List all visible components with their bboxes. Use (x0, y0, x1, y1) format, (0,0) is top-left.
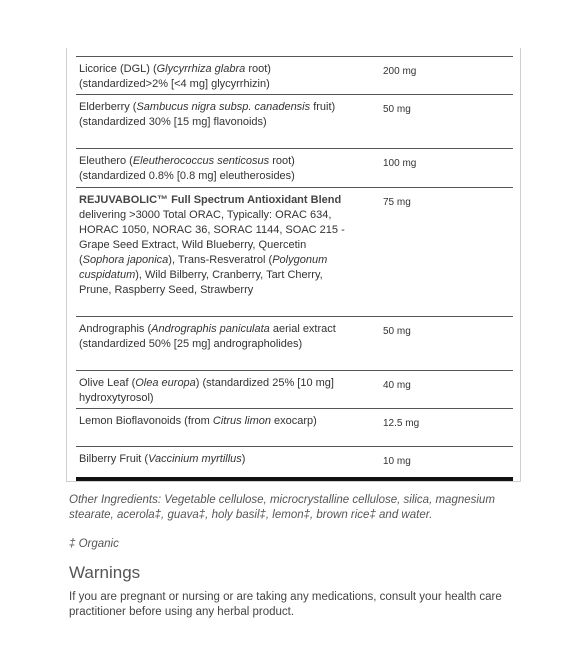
ingredient-amount: 100 mg (383, 158, 417, 169)
ingredient-amount: 75 mg (383, 197, 411, 208)
ingredient-text: ), Trans-Resveratrol ( (168, 254, 273, 266)
ingredient-name (79, 376, 347, 406)
latin-name: Olea europa (135, 377, 196, 389)
table-row (76, 447, 513, 471)
ingredient-name (79, 154, 347, 184)
ingredient-text: delivering >3000 Total ORAC, Typically: ORAC 634, HORAC 1050, NORAC 36, SORAC 1144, SOAC 215 - Grape Seed Extract, Wild Blueberry, Quercetin ( (79, 209, 345, 266)
latin-name: Andrographis paniculata (151, 323, 270, 335)
ingredient-amount: 10 mg (383, 456, 411, 467)
ingredient-text: fruit) (standardized 30% [15 mg] flavonoids) (79, 101, 336, 128)
latin-name: Polygonum cuspidatum (79, 254, 328, 281)
ingredient-text: ) (standardized 25% [10 mg] hydroxytyrosol) (79, 377, 334, 404)
ingredient-name (79, 452, 347, 467)
ingredient-amount: 12.5 mg (383, 418, 420, 429)
ingredient-text: ), Wild Bilberry, Cranberry, Tart Cherry, Prune, Raspberry Seed, Strawberry (79, 269, 323, 296)
table-row (76, 409, 513, 447)
ingredient-text: Lemon Bioflavonoids (from (79, 415, 213, 427)
supplement-facts-panel (66, 48, 521, 482)
ingredient-amount: 200 mg (383, 66, 417, 77)
ingredient-text: Andrographis ( (79, 323, 152, 335)
ingredient-text: Licorice (DGL) ( (79, 63, 157, 75)
ingredient-text: aerial extract (standardized 50% [25 mg] andrographolides) (79, 323, 336, 350)
ingredient-text: root) (standardized 0.8% [0.8 mg] eleutherosides) (79, 155, 295, 182)
ingredients-table (76, 56, 513, 481)
warnings-text: If you are pregnant or nursing or are taking any medications, consult your health care practitioner before using any herbal product. (69, 591, 502, 618)
ingredient-amount: 40 mg (383, 380, 411, 391)
ingredient-name (79, 322, 347, 352)
table-row (76, 57, 513, 95)
latin-name: Sophora japonica (82, 254, 169, 266)
table-row (76, 317, 513, 371)
table-bottom-bar (76, 477, 513, 481)
latin-name: Glycyrrhiza glabra (156, 63, 246, 75)
ingredient-text: ) (241, 453, 246, 465)
ingredient-text: Elderberry ( (79, 101, 137, 113)
ingredient-amount: 50 mg (383, 326, 411, 337)
ingredient-text: exocarp) (270, 415, 317, 427)
ingredient-text: Bilberry Fruit ( (79, 453, 149, 465)
ingredient-text: root) (standardized>2% [<4 mg] glycyrrhizin) (79, 63, 271, 90)
table-row (76, 188, 513, 317)
blend-name: REJUVABOLIC™ Full Spectrum Antioxidant Blend (79, 194, 342, 206)
other-ingredients: Other Ingredients: Vegetable cellulose, microcrystalline cellulose, silica, magnesium stearate, acerola‡, guava‡, holy basil‡, lemon‡, brown rice‡ and water. (69, 494, 495, 521)
ingredient-amount: 50 mg (383, 104, 411, 115)
ingredient-name (79, 100, 347, 130)
organic-note: ‡ Organic (69, 538, 119, 550)
ingredient-text: Olive Leaf ( (79, 377, 136, 389)
latin-name: Vaccinium myrtillus (148, 453, 242, 465)
latin-name: Sambucus nigra subsp. canadensis (136, 101, 311, 113)
ingredient-name (79, 62, 347, 92)
latin-name: Citrus limon (212, 415, 271, 427)
ingredient-text: Eleuthero ( (79, 155, 133, 167)
warnings-heading: Warnings (69, 563, 141, 582)
ingredient-name (79, 193, 347, 298)
latin-name: Eleutherococcus senticosus (132, 155, 270, 167)
table-row (76, 371, 513, 409)
table-row (76, 95, 513, 149)
table-row (76, 149, 513, 188)
ingredient-name (79, 414, 347, 429)
